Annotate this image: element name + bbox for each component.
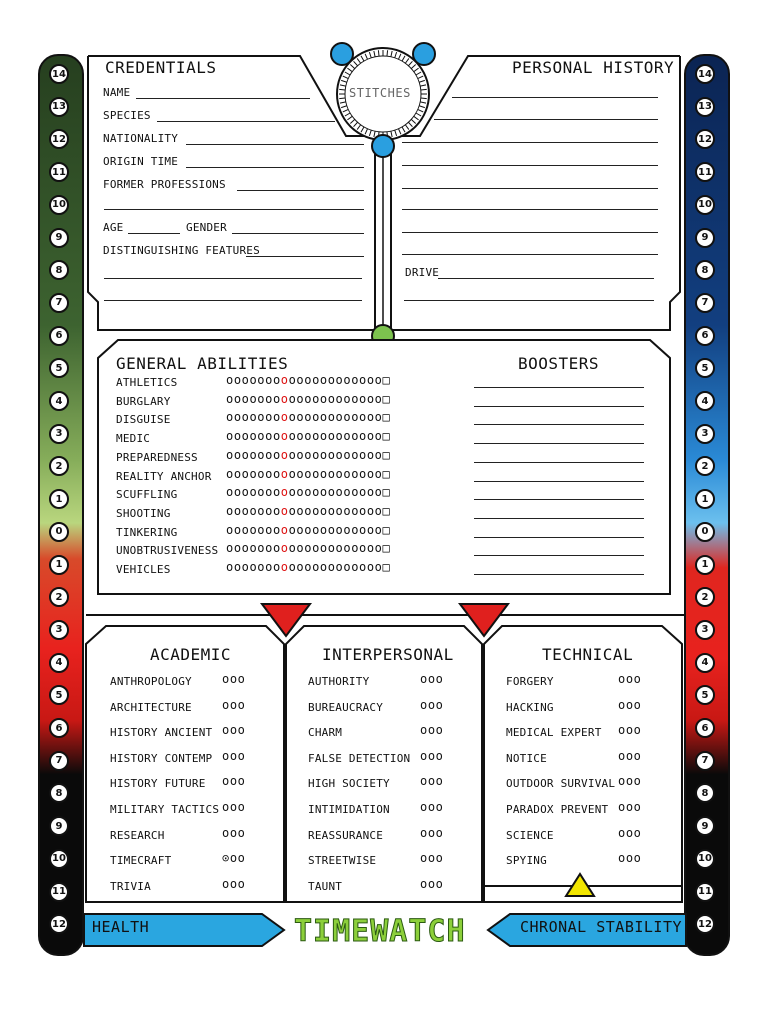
stability-pip-22[interactable]: 8 bbox=[695, 783, 715, 803]
personal-history-line[interactable] bbox=[434, 119, 658, 120]
health-label: HEALTH bbox=[92, 918, 150, 936]
health-pip-20[interactable]: 6 bbox=[49, 718, 69, 738]
ability-label: DISGUISE bbox=[116, 413, 171, 427]
health-pip-26[interactable]: 12 bbox=[49, 914, 69, 934]
stability-pip-7[interactable]: 7 bbox=[695, 293, 715, 313]
stability-pip-0[interactable]: 14 bbox=[695, 64, 715, 84]
interpersonal-skill-label: FALSE DETECTION bbox=[308, 751, 411, 765]
credential-label: SPECIES bbox=[103, 109, 151, 122]
stability-pip-24[interactable]: 10 bbox=[695, 849, 715, 869]
academic-skill-label: TIMECRAFT bbox=[110, 854, 172, 868]
stability-pip-11[interactable]: 3 bbox=[695, 424, 715, 444]
ability-pool-dots[interactable]: oooooooooooooooooooo□ bbox=[226, 485, 391, 500]
health-pip-0[interactable]: 14 bbox=[49, 64, 69, 84]
academic-title: ACADEMIC bbox=[150, 645, 232, 664]
ability-label: BURGLARY bbox=[116, 394, 171, 408]
health-pip-23[interactable]: 9 bbox=[49, 816, 69, 836]
health-pip-5[interactable]: 9 bbox=[49, 228, 69, 248]
timewatch-logo: TIMEWATCH bbox=[294, 914, 466, 949]
stitch-tick bbox=[421, 89, 427, 90]
booster-field[interactable] bbox=[474, 555, 644, 556]
stability-pip-16[interactable]: 2 bbox=[695, 587, 715, 607]
credentials-title: CREDENTIALS bbox=[105, 58, 217, 77]
personal-history-line[interactable] bbox=[452, 97, 658, 98]
academic-skill-dots[interactable]: ooo bbox=[222, 825, 246, 840]
general-abilities-title: GENERAL ABILITIES bbox=[116, 354, 289, 373]
ability-pool-dots[interactable]: oooooooooooooooooooo□ bbox=[226, 541, 391, 556]
technical-skill-dots[interactable]: ooo bbox=[618, 723, 642, 738]
credential-label: NAME bbox=[103, 86, 131, 99]
stability-pip-19[interactable]: 5 bbox=[695, 685, 715, 705]
stability-pip-4[interactable]: 10 bbox=[695, 195, 715, 215]
health-pip-3[interactable]: 11 bbox=[49, 162, 69, 182]
health-pip-15[interactable]: 1 bbox=[49, 555, 69, 575]
interpersonal-skill-label: TAUNT bbox=[308, 879, 343, 893]
academic-skill-label: ARCHITECTURE bbox=[110, 700, 192, 714]
technical-skill-dots[interactable]: ooo bbox=[618, 774, 642, 789]
interpersonal-skill-label: CHARM bbox=[308, 726, 343, 740]
academic-skill-dots[interactable]: ooo bbox=[222, 774, 246, 789]
booster-field[interactable] bbox=[474, 518, 644, 519]
credential-label: FORMER PROFESSIONS bbox=[103, 178, 226, 191]
ability-pool-dots[interactable]: oooooooooooooooooooo□ bbox=[226, 522, 391, 537]
stability-pip-12[interactable]: 2 bbox=[695, 456, 715, 476]
health-pip-11[interactable]: 3 bbox=[49, 424, 69, 444]
interpersonal-skill-dots[interactable]: ooo bbox=[420, 851, 444, 866]
stability-pip-15[interactable]: 1 bbox=[695, 555, 715, 575]
ability-pool-dots[interactable]: oooooooooooooooooooo□ bbox=[226, 373, 391, 387]
health-pip-7[interactable]: 7 bbox=[49, 293, 69, 313]
ability-pool-dots[interactable]: oooooooooooooooooooo□ bbox=[226, 410, 391, 425]
stability-pip-13[interactable]: 1 bbox=[695, 489, 715, 509]
stitches-label: STITCHES bbox=[349, 86, 411, 100]
academic-skill-label: MILITARY TACTICS bbox=[110, 803, 220, 816]
stability-pip-25[interactable]: 11 bbox=[695, 882, 715, 902]
ability-pool-dots[interactable]: oooooooooooooooooooo□ bbox=[226, 466, 391, 481]
booster-field[interactable] bbox=[474, 443, 644, 444]
health-pip-19[interactable]: 5 bbox=[49, 685, 69, 705]
health-pip-18[interactable]: 4 bbox=[49, 653, 69, 673]
stitch-tick bbox=[339, 89, 345, 90]
health-pip-25[interactable]: 11 bbox=[49, 882, 69, 902]
booster-field[interactable] bbox=[474, 481, 644, 482]
academic-skill-label: TRIVIA bbox=[110, 879, 151, 893]
health-pip-13[interactable]: 1 bbox=[49, 489, 69, 509]
stability-pip-5[interactable]: 9 bbox=[695, 228, 715, 248]
stability-pip-9[interactable]: 5 bbox=[695, 358, 715, 378]
academic-skill-label: HISTORY FUTURE bbox=[110, 777, 206, 791]
gender-label: GENDER bbox=[186, 221, 227, 234]
chronal-stability-label: CHRONAL STABILITY bbox=[520, 918, 683, 936]
booster-field[interactable] bbox=[474, 462, 644, 463]
interpersonal-skill-label: HIGH SOCIETY bbox=[308, 777, 390, 791]
interpersonal-skill-label: BUREAUCRACY bbox=[308, 700, 384, 714]
academic-skill-dots[interactable]: ooo bbox=[222, 876, 246, 891]
health-pip-17[interactable]: 3 bbox=[49, 620, 69, 640]
academic-skill-label: HISTORY CONTEMP bbox=[110, 751, 213, 765]
interpersonal-skill-dots[interactable]: ooo bbox=[420, 774, 444, 789]
technical-skill-label: SCIENCE bbox=[506, 828, 554, 842]
drive-label: DRIVE bbox=[405, 266, 440, 279]
interpersonal-skill-dots[interactable]: ooo bbox=[420, 876, 444, 891]
technical-skill-label: SPYING bbox=[506, 854, 547, 868]
booster-field[interactable] bbox=[474, 406, 644, 407]
technical-skill-label: OUTDOOR SURVIVAL bbox=[506, 777, 616, 791]
ability-pool-dots[interactable]: oooooooooooooooooooo□ bbox=[226, 560, 391, 574]
interpersonal-skill-dots[interactable]: ooo bbox=[420, 800, 444, 814]
ability-label: PREPAREDNESS bbox=[116, 450, 198, 464]
credential-label: ORIGIN TIME bbox=[103, 155, 179, 168]
ability-label: REALITY ANCHOR bbox=[116, 469, 212, 483]
health-pip-2[interactable]: 12 bbox=[49, 129, 69, 149]
health-pip-4[interactable]: 10 bbox=[49, 195, 69, 215]
health-pip-14[interactable]: 0 bbox=[49, 522, 69, 542]
stability-pip-10[interactable]: 4 bbox=[695, 391, 715, 411]
stitch-tick bbox=[339, 98, 345, 99]
age-field[interactable] bbox=[128, 233, 180, 234]
stitch-tick bbox=[378, 50, 379, 56]
stability-pip-20[interactable]: 6 bbox=[695, 718, 715, 738]
interpersonal-skill-dots[interactable]: ooo bbox=[420, 697, 444, 712]
stability-pip-14[interactable]: 0 bbox=[695, 522, 715, 542]
ability-pool-dots[interactable]: oooooooooooooooooooo□ bbox=[226, 429, 391, 444]
academic-skill-dots[interactable]: ooo bbox=[222, 800, 246, 814]
stability-pip-8[interactable]: 6 bbox=[695, 326, 715, 346]
stability-pip-1[interactable]: 13 bbox=[695, 97, 715, 117]
interpersonal-skill-label: AUTHORITY bbox=[308, 675, 370, 688]
academic-skill-dots[interactable]: ooo bbox=[222, 748, 246, 763]
personal-history-title: PERSONAL HISTORY bbox=[512, 58, 675, 77]
health-pip-8[interactable]: 6 bbox=[49, 326, 69, 346]
technical-title: TECHNICAL bbox=[542, 645, 634, 664]
health-pip-9[interactable]: 5 bbox=[49, 358, 69, 378]
health-pip-12[interactable]: 2 bbox=[49, 456, 69, 476]
ability-pool-dots[interactable]: oooooooooooooooooooo□ bbox=[226, 447, 391, 462]
drive-field[interactable] bbox=[438, 278, 654, 279]
ability-label: MEDIC bbox=[116, 432, 151, 446]
stability-pip-26[interactable]: 12 bbox=[695, 914, 715, 934]
booster-field[interactable] bbox=[474, 537, 644, 538]
health-pip-6[interactable]: 8 bbox=[49, 260, 69, 280]
technical-skill-label: FORGERY bbox=[506, 675, 554, 688]
technical-skill-label: MEDICAL EXPERT bbox=[506, 726, 602, 740]
booster-field[interactable] bbox=[474, 424, 644, 425]
interpersonal-skill-label: STREETWISE bbox=[308, 854, 377, 868]
boosters-title: BOOSTERS bbox=[518, 354, 600, 373]
technical-skill-dots[interactable]: ooo bbox=[618, 748, 642, 763]
credential-field[interactable] bbox=[136, 98, 310, 99]
stability-pip-17[interactable]: 3 bbox=[695, 620, 715, 640]
academic-skill-dots[interactable]: ooo bbox=[222, 697, 246, 712]
stability-pip-2[interactable]: 12 bbox=[695, 129, 715, 149]
health-pip-16[interactable]: 2 bbox=[49, 587, 69, 607]
technical-skill-dots[interactable]: ooo bbox=[618, 825, 642, 840]
credential-label: NATIONALITY bbox=[103, 132, 179, 145]
technical-skill-dots[interactable]: ooo bbox=[618, 672, 642, 686]
technical-skill-dots[interactable]: ooo bbox=[618, 800, 642, 814]
academic-skill-label: ANTHROPOLOGY bbox=[110, 675, 192, 688]
health-pip-24[interactable]: 10 bbox=[49, 849, 69, 869]
academic-skill-label: HISTORY ANCIENT bbox=[110, 726, 213, 740]
ability-label: TINKERING bbox=[116, 525, 178, 539]
academic-skill-label: RESEARCH bbox=[110, 828, 165, 842]
stability-pip-23[interactable]: 9 bbox=[695, 816, 715, 836]
ability-label: ATHLETICS bbox=[116, 376, 178, 389]
ability-label: VEHICLES bbox=[116, 563, 171, 576]
stitch-tick bbox=[421, 98, 427, 99]
health-pip-10[interactable]: 4 bbox=[49, 391, 69, 411]
stitch-tick bbox=[387, 50, 388, 56]
ability-pool-dots[interactable]: oooooooooooooooooooo□ bbox=[226, 391, 391, 406]
technical-skill-label: NOTICE bbox=[506, 751, 547, 765]
academic-skill-dots[interactable]: ooo bbox=[222, 672, 246, 686]
interpersonal-skill-dots[interactable]: ooo bbox=[420, 825, 444, 840]
credential-field[interactable] bbox=[157, 121, 335, 122]
stability-pip-18[interactable]: 4 bbox=[695, 653, 715, 673]
booster-field[interactable] bbox=[474, 499, 644, 500]
interpersonal-title: INTERPERSONAL bbox=[322, 645, 454, 664]
ability-label: SHOOTING bbox=[116, 506, 171, 520]
health-pip-22[interactable]: 8 bbox=[49, 783, 69, 803]
age-label: AGE bbox=[103, 221, 124, 234]
stability-pip-6[interactable]: 8 bbox=[695, 260, 715, 280]
interpersonal-skill-dots[interactable]: ooo bbox=[420, 748, 444, 763]
technical-skill-label: PARADOX PREVENT bbox=[506, 803, 609, 816]
ability-label: UNOBTRUSIVENESS bbox=[116, 544, 219, 558]
ability-label: SCUFFLING bbox=[116, 488, 178, 502]
interpersonal-skill-label: INTIMIDATION bbox=[308, 803, 390, 816]
booster-field[interactable] bbox=[474, 574, 644, 575]
features-label: DISTINGUISHING FEATURES bbox=[103, 244, 260, 257]
technical-skill-dots[interactable]: ooo bbox=[618, 851, 642, 866]
interpersonal-skill-label: REASSURANCE bbox=[308, 828, 384, 842]
health-pip-1[interactable]: 13 bbox=[49, 97, 69, 117]
stability-pip-3[interactable]: 11 bbox=[695, 162, 715, 182]
stability-pip-21[interactable]: 7 bbox=[695, 751, 715, 771]
technical-skill-dots[interactable]: ooo bbox=[618, 697, 642, 712]
health-pip-21[interactable]: 7 bbox=[49, 751, 69, 771]
academic-skill-dots[interactable]: ooo bbox=[222, 723, 246, 738]
academic-skill-dots[interactable]: ⊙oo bbox=[222, 851, 246, 866]
interpersonal-skill-dots[interactable]: ooo bbox=[420, 672, 444, 686]
ability-pool-dots[interactable]: oooooooooooooooooooo□ bbox=[226, 503, 391, 518]
section-divider bbox=[86, 614, 684, 616]
booster-field[interactable] bbox=[474, 387, 644, 388]
technical-skill-label: HACKING bbox=[506, 700, 554, 714]
interpersonal-skill-dots[interactable]: ooo bbox=[420, 723, 444, 738]
